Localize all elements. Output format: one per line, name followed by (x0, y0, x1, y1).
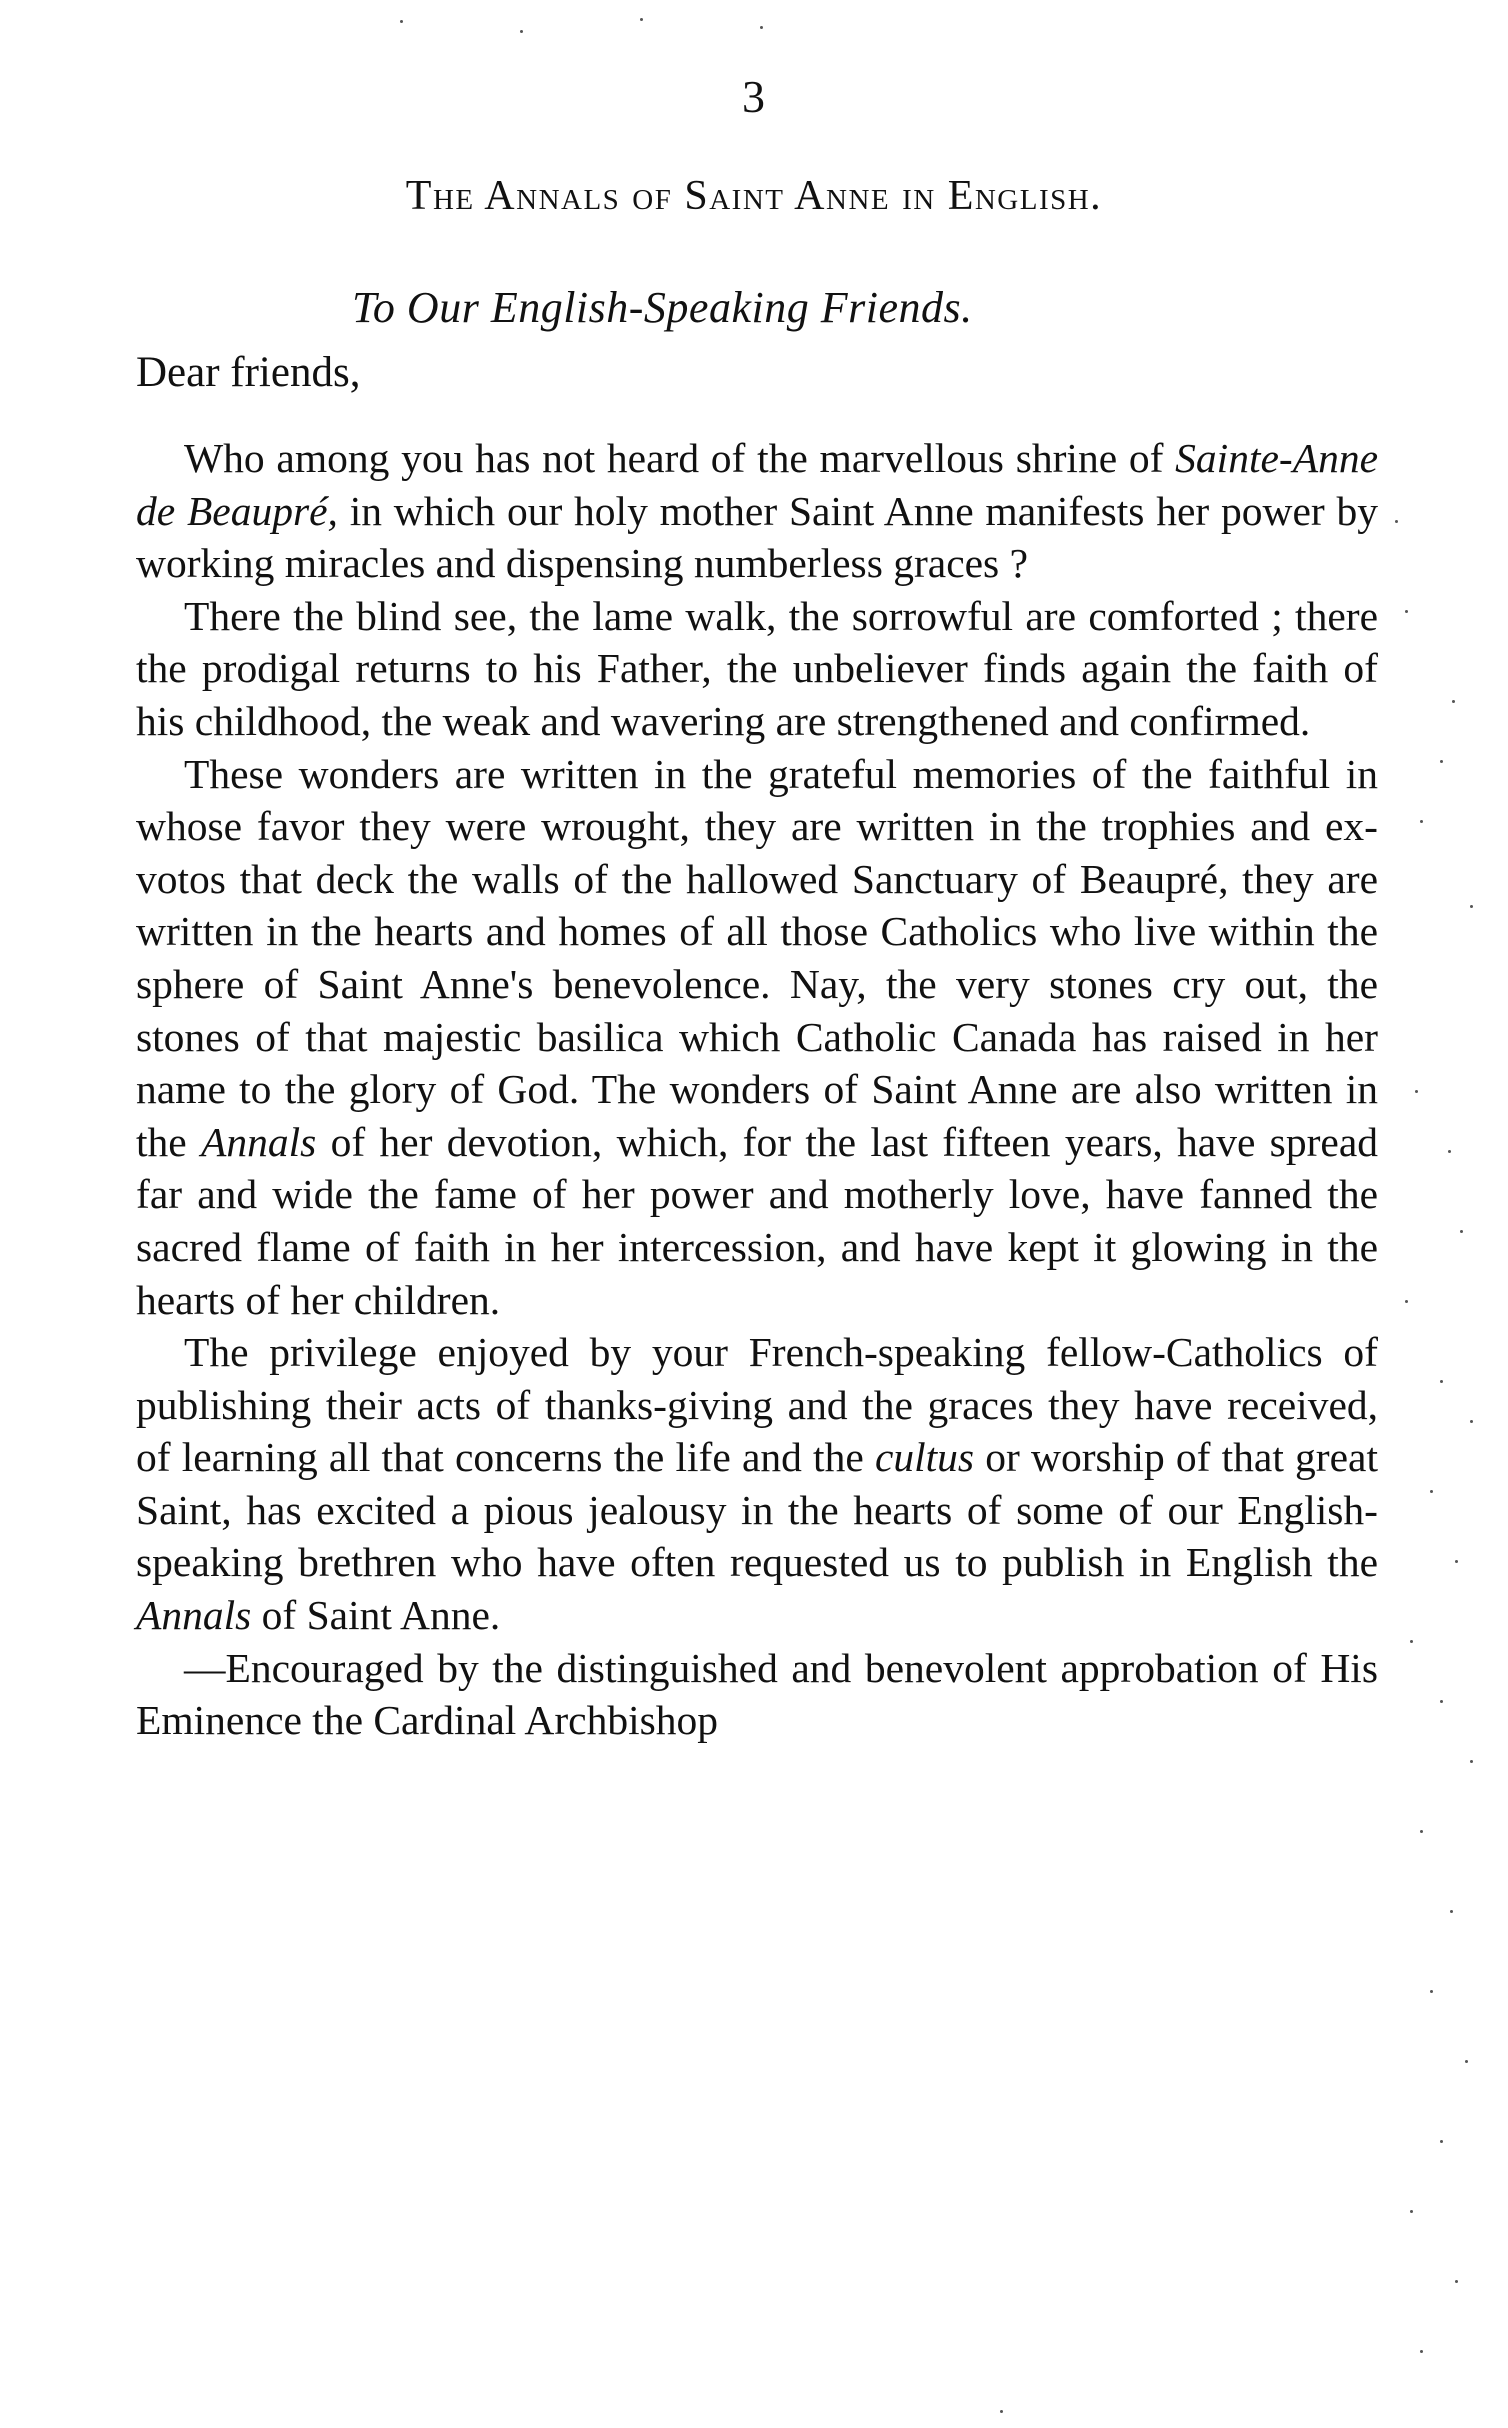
text-run: The privilege enjoyed by your French-speaking fellow-Catholics of publishing their acts of thanks-giving and the graces they have received, of learning all that concerns the life and the (136, 1329, 1378, 1481)
ink-speck (1410, 1640, 1413, 1643)
ink-speck (640, 18, 643, 21)
ink-speck (1470, 1760, 1473, 1763)
text-run: —Encouraged by the distinguished and benevolent approbation of His Eminence the Cardinal Archbishop (136, 1644, 1378, 1744)
ink-speck (1410, 2210, 1413, 2213)
ink-speck (1455, 2280, 1458, 2283)
text-run: or worship of that great Saint, has excited a pious jealousy in the hearts of some of our English-speaking brethren who have often requested us to publish in English the (136, 1434, 1378, 1586)
body-text (136, 432, 1378, 1747)
italic-text: Annals (136, 1592, 252, 1639)
ink-speck (1465, 2060, 1468, 2063)
ink-speck (1470, 1420, 1473, 1423)
ink-speck (1405, 610, 1408, 613)
running-title: The Annals of Saint Anne in English. (405, 173, 1103, 219)
ink-speck (1448, 1150, 1451, 1153)
ink-speck (1420, 1830, 1423, 1833)
ink-speck (1440, 1380, 1443, 1383)
ink-speck (1420, 2350, 1423, 2353)
ink-speck (1430, 1990, 1433, 1993)
section-subtitle: To Our English-Speaking Friends. (352, 283, 973, 332)
ink-speck (1460, 1230, 1463, 1233)
ink-speck (520, 30, 523, 33)
ink-speck (1440, 1700, 1443, 1703)
ink-speck (1430, 1490, 1433, 1493)
paragraph (136, 748, 1378, 1327)
ink-speck (1440, 2140, 1443, 2143)
ink-speck (1420, 820, 1423, 823)
text-run: of Saint Anne. (251, 1592, 501, 1639)
paragraph (136, 590, 1378, 748)
paragraph (136, 432, 1378, 590)
page-number: 3 (742, 71, 766, 122)
ink-speck (1470, 905, 1473, 908)
text-run: There the blind see, the lame walk, the sorrowful are comforted ; there the prodigal returns to his Father, the unbeliever finds again the faith of his childhood, the weak and wavering are strengthened and confirmed. (136, 592, 1378, 744)
ink-speck (760, 26, 763, 29)
italic-text: cultus (874, 1434, 975, 1481)
paragraph (136, 1326, 1378, 1642)
paragraph (136, 1642, 1378, 1747)
text-run: of her devotion, which, for the last fifteen years, have spread far and wide the fame of her power and motherly love, have fanned the sacred flame of faith in her intercession, and have kept it glowing in the hearts of her children. (136, 1118, 1378, 1323)
text-run: Who among you has not heard of the marvellous shrine of (184, 435, 1176, 481)
italic-text: Annals (201, 1118, 317, 1165)
ink-speck (1000, 2410, 1003, 2413)
ink-speck (1405, 1300, 1408, 1303)
ink-speck (1440, 760, 1443, 763)
text-run: in which our holy mother Saint Anne manifests her power by working miracles and dispensing numberless graces ? (136, 487, 1378, 587)
text-run: These wonders are written in the grateful memories of the faithful in whose favor they were wrought, they are written in the trophies and ex-votos that deck the walls of the hallowed Sanctuary of Beaupré, they are written in the hearts and homes of all those Catholics who live within the sphere of Saint Anne's benevolence. Nay, the very stones cry out, the stones of that majestic basilica which Catholic Canada has raised in her name to the glory of God. The wonders of Saint Anne are also written in the (136, 750, 1378, 1165)
ink-speck (1452, 700, 1455, 703)
ink-speck (1450, 1910, 1453, 1913)
ink-speck (400, 20, 403, 23)
salutation: Dear friends, (136, 349, 361, 396)
ink-speck (1415, 1090, 1418, 1093)
ink-speck (1455, 1560, 1458, 1563)
ink-speck (1395, 520, 1398, 523)
italic-text: Sainte-Anne de Beaupré, (136, 435, 1378, 534)
